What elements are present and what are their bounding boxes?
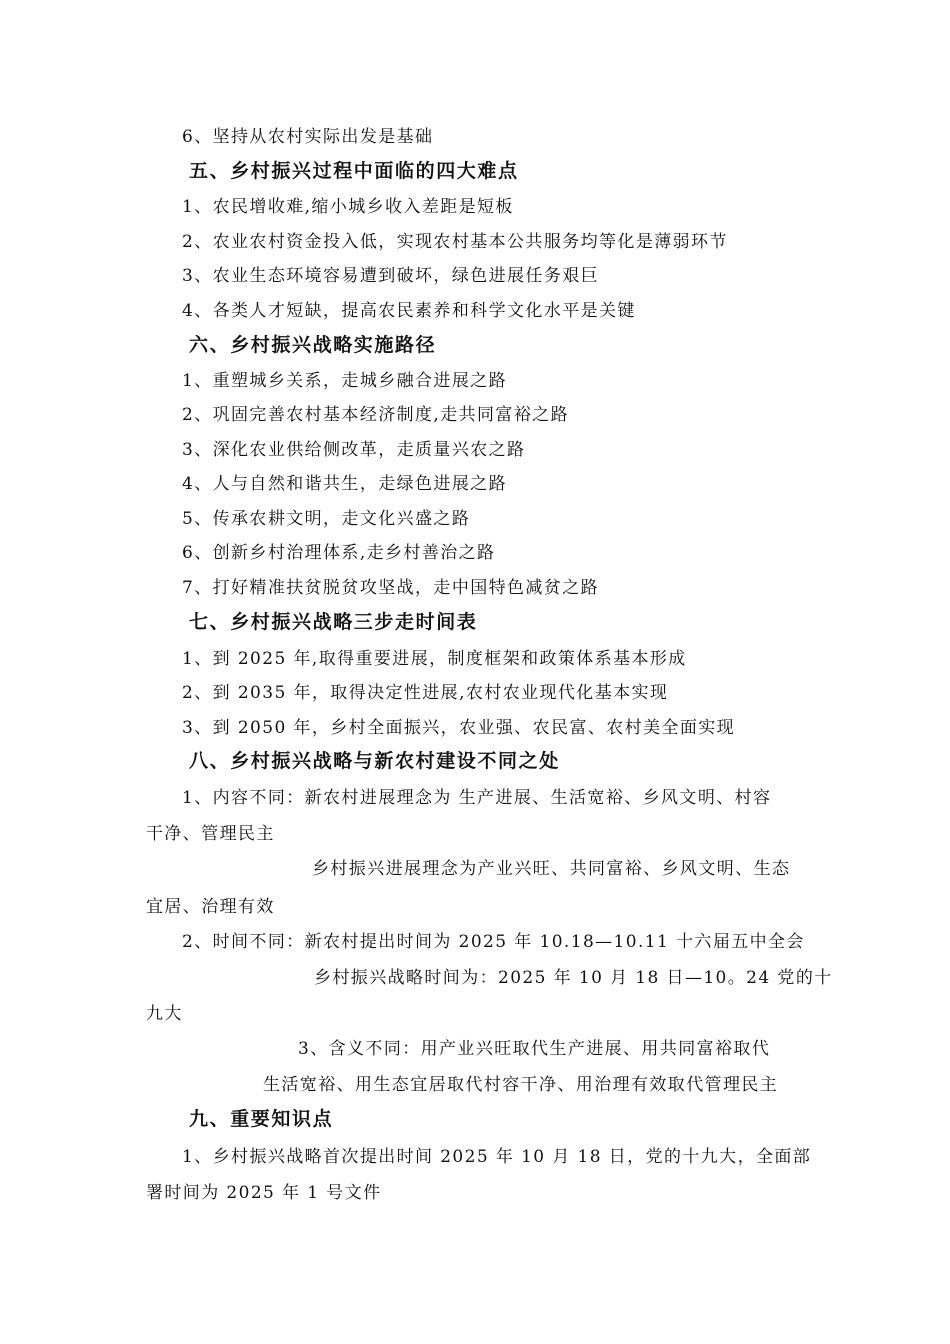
section-heading: 五、乡村振兴过程中面临的四大难点 (189, 160, 519, 182)
list-item: 4、人与自然和谐共生，走绿色进展之路 (182, 474, 508, 494)
list-item: 4、各类人才短缺，提高农民素养和科学文化水平是关键 (182, 301, 636, 321)
section-heading: 七、乡村振兴战略三步走时间表 (189, 611, 478, 633)
paragraph-line: 宜居、治理有效 (146, 897, 275, 917)
paragraph-line: 2、时间不同：新农村提出时间为 2025 年 10.18—10.11 十六届五中全会 (182, 932, 805, 952)
list-item: 3、到 2050 年，乡村全面振兴，农业强、农民富、农村美全面实现 (182, 718, 736, 738)
paragraph-line: 3、含义不同：用产业兴旺取代生产进展、用共同富裕取代 (298, 1039, 771, 1059)
list-item: 1、重塑城乡关系，走城乡融合进展之路 (182, 371, 508, 391)
list-item: 7、打好精准扶贫脱贫攻坚战，走中国特色减贫之路 (182, 578, 600, 598)
list-item: 1、农民增收难,缩小城乡收入差距是短板 (182, 197, 514, 217)
paragraph-line: 乡村振兴战略时间为：2025 年 10 月 18 日—10。24 党的十 (314, 968, 833, 988)
list-item: 1、到 2025 年,取得重要进展，制度框架和政策体系基本形成 (182, 649, 687, 669)
list-item: 2、到 2035 年，取得决定性进展,农村农业现代化基本实现 (182, 683, 669, 703)
list-item: 2、农业农村资金投入低，实现农村基本公共服务均等化是薄弱环节 (182, 232, 728, 252)
paragraph-line: 1、乡村振兴战略首次提出时间 2025 年 10 月 18 日，党的十九大，全面部 (182, 1147, 812, 1167)
paragraph-line: 署时间为 2025 年 1 号文件 (146, 1183, 382, 1203)
paragraph-line: 乡村振兴进展理念为产业兴旺、共同富裕、乡风文明、生态 (312, 859, 791, 879)
paragraph-line: 生活宽裕、用生态宜居取代村容干净、用治理有效取代管理民主 (263, 1075, 779, 1095)
list-item: 3、深化农业供给侧改革，走质量兴农之路 (182, 440, 526, 460)
section-heading: 九、重要知识点 (189, 1108, 334, 1130)
list-item: 5、传承农耕文明，走文化兴盛之路 (182, 509, 471, 529)
list-item: 3、农业生态环境容易遭到破坏，绿色进展任务艰巨 (182, 266, 600, 286)
section-heading: 八、乡村振兴战略与新农村建设不同之处 (189, 750, 560, 772)
list-item: 6、坚持从农村实际出发是基础 (182, 127, 434, 147)
list-item: 2、巩固完善农村基本经济制度,走共同富裕之路 (182, 405, 570, 425)
paragraph-line: 九大 (146, 1004, 183, 1024)
paragraph-line: 1、内容不同：新农村进展理念为 生产进展、生活宽裕、乡风文明、村容 (182, 788, 772, 808)
list-item: 6、创新乡村治理体系,走乡村善治之路 (182, 543, 496, 563)
paragraph-line: 干净、管理民主 (146, 824, 275, 844)
section-heading: 六、乡村振兴战略实施路径 (189, 334, 437, 356)
